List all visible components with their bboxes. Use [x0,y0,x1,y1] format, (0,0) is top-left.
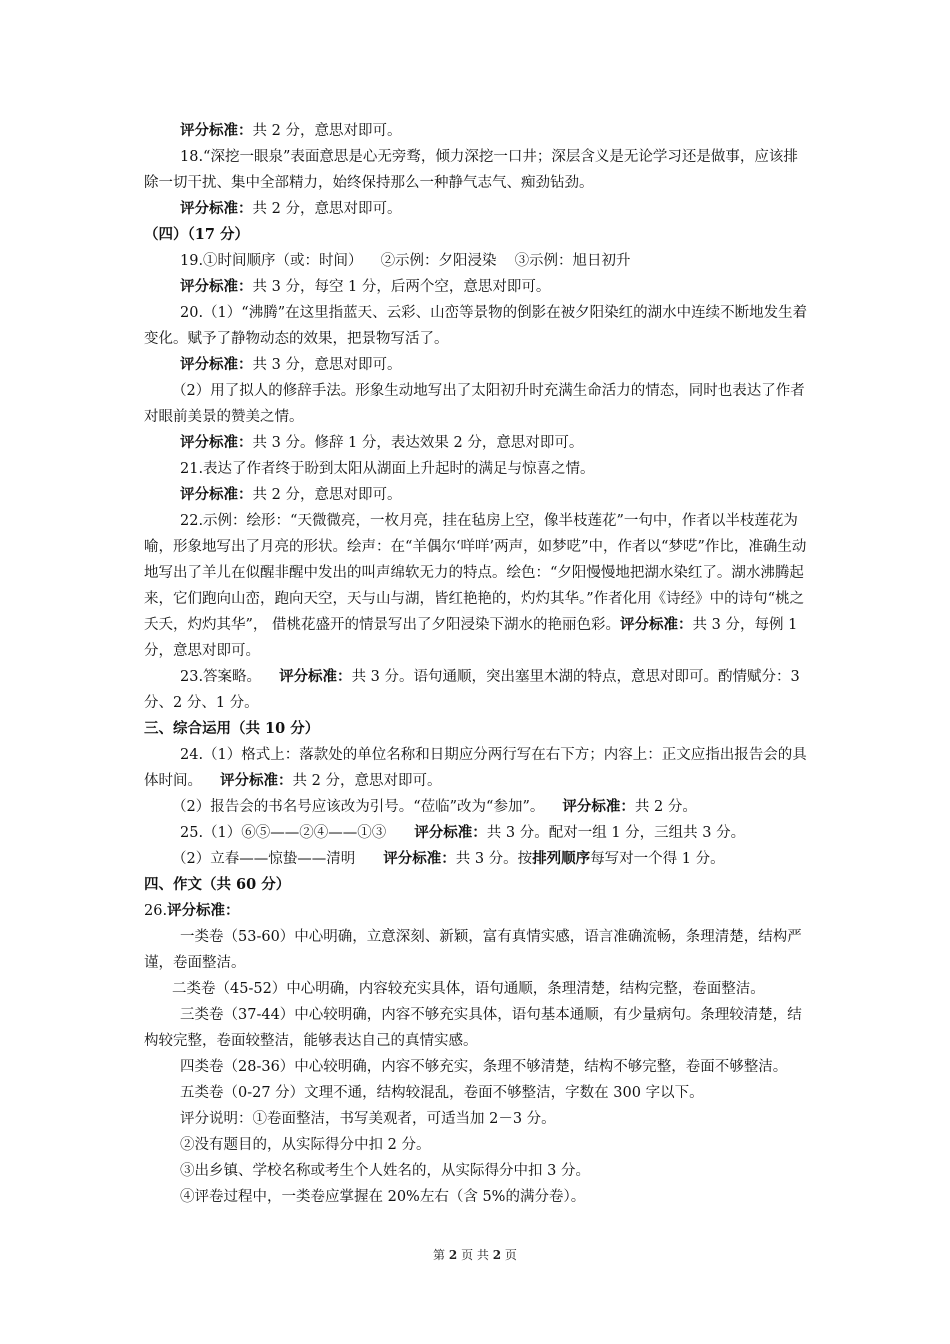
paragraph [144,248,810,274]
text: （2）报告会的书名号应该改为引号。“莅临”改为“参加”。 [172,799,545,815]
scoring-label: 评分标准： [562,798,635,815]
footer-text: 第 [433,1248,446,1262]
text: 共 2 分。 [634,799,697,815]
paragraph [144,846,810,872]
answer-key-content [144,118,810,1210]
scoring-label: 评分标准： [180,200,253,217]
scoring-label: 评分标准： [180,486,253,503]
page-total: 2 [492,1248,502,1262]
text: 共 3 分。语句通顺，突出塞里木湖的特点，意思对即可。酌情赋分：3 分、2 分、1 分。 [144,669,800,711]
text: 共 3 分，每空 1 分，后两个空，意思对即可。 [252,279,551,295]
section-heading: 三、综合运用（共 10 分） [144,720,320,737]
paragraph: ③出乡镇、学校名称或考生个人姓名的，从实际得分中扣 3 分。 [180,1163,590,1179]
paragraph: ②没有题目的，从实际得分中扣 2 分。 [180,1137,431,1153]
paragraph [144,196,810,222]
paragraph [144,794,810,820]
paragraph [144,820,810,846]
text: 24.（1）格式上：落款处的单位名称和日期应分两行写在右下方；内容上：正文应指出报告会的具体时间。 [144,747,807,789]
paragraph [144,274,810,300]
paragraph: 三类卷（37-44）中心较明确，内容不够充实具体，语句基本通顺，有少量病句。条理较清楚，结构较完整，卷面较整洁，能够表达自己的真情实感。 [144,1007,802,1049]
scoring-label: 评分标准： [383,850,456,867]
text: 共 3 分，每例 1 分，意思对即可。 [144,617,798,659]
paragraph [144,508,810,664]
scoring-label: 评分标准： [180,122,253,139]
paragraph [144,430,810,456]
text: 共 2 分，意思对即可。 [292,773,442,789]
text: 共 2 分，意思对即可。 [252,201,402,217]
text: 共 3 分。配对一组 1 分，三组共 3 分。 [486,825,746,841]
text: ③示例：旭日初升 [514,253,631,269]
paragraph: （2）用了拟人的修辞手法。形象生动地写出了太阳初升时充满生命活力的情态，同时也表达了作者对眼前美景的赞美之情。 [144,383,805,425]
text: 共 2 分，意思对即可。 [252,487,402,503]
bold-text: 排列顺序 [532,850,591,867]
text: 26. [144,903,168,919]
paragraph [144,482,810,508]
text: 19.①时间顺序（或：时间） [180,253,363,269]
paragraph [144,664,810,716]
paragraph: 四类卷（28-36）中心较明确，内容不够充实，条理不够清楚，结构不够完整，卷面不够整洁。 [180,1059,788,1075]
footer-text: 页 共 [461,1248,489,1262]
scoring-label: 评分标准： [180,278,253,295]
paragraph [144,118,810,144]
paragraph: 18.“深挖一眼泉”表面意思是心无旁骛，倾力深挖一口井；深层含义是无论学习还是做事，应该排除一切干扰、集中全部精力，始终保持那么一种静气志气、痴劲钻劲。 [144,149,798,191]
text: 每写对一个得 1 分。 [590,851,725,867]
paragraph: 21.表达了作者终于盼到太阳从湖面上升起时的满足与惊喜之情。 [180,461,595,477]
scoring-label: 评分标准： [180,434,253,451]
paragraph [144,352,810,378]
text: ②示例：夕阳浸染 [380,253,497,269]
paragraph: 五类卷（0-27 分）文理不通，结构较混乱，卷面不够整洁，字数在 300 字以下。 [180,1085,704,1101]
footer-text: 页 [504,1248,517,1262]
paragraph: 二类卷（45-52）中心明确，内容较充实具体，语句通顺，条理清楚，结构完整，卷面整洁。 [172,981,765,997]
text: 共 2 分，意思对即可。 [252,123,402,139]
section-heading: （四）（17 分） [144,226,249,243]
paragraph: 评分说明：①卷面整洁，书写美观者，可适当加 2－3 分。 [180,1111,556,1127]
section-heading: 四、作文（共 60 分） [144,876,291,893]
text: 共 3 分。修辞 1 分，表达效果 2 分，意思对即可。 [252,435,584,451]
text: 25.（1）⑥⑤——②④——①③ [180,825,387,841]
text: 共 3 分，意思对即可。 [252,357,402,373]
paragraph: 一类卷（53-60）中心明确，立意深刻、新颖，富有真情实感，语言准确流畅，条理清楚，结构严谨，卷面整洁。 [144,929,802,971]
scoring-label: 评分标准： [180,356,253,373]
scoring-label: 评分标准： [167,902,240,919]
text: 共 3 分。按 [455,851,533,867]
scoring-label: 评分标准： [279,668,352,685]
page-number: 2 [448,1248,458,1262]
text: 23.答案略。 [180,669,262,685]
paragraph [144,742,810,794]
paragraph: 20.（1）“沸腾”在这里指蓝天、云彩、山峦等景物的倒影在被夕阳染红的湖水中连续不断地发生着变化。赋予了静物动态的效果，把景物写活了。 [144,305,808,347]
page-footer [0,1246,950,1263]
scoring-label: 评分标准： [620,616,693,633]
text: 22.示例：绘形：“天微微亮，一枚月亮，挂在毡房上空，像半枝莲花”一句中，作者以半枝莲花为喻，形象地写出了月亮的形状。绘声：在“羊偶尔‘咩咩’两声，如梦呓”中，作者以“梦呓”作比，准确生动地写出了羊儿在似醒非醒中发出的叫声绵软无力的特点。绘色：“夕阳慢慢地把湖水染红了。湖水沸腾起来，它们跑向山峦，跑向天空，天与山与湖，皆红艳艳的，灼灼其华。”作者化用《诗经》中的诗句“桃之夭夭，灼灼其华”， 借桃花盛开的情景写出了夕阳浸染下湖水的艳丽色彩。 [144,513,807,633]
paragraph [144,898,810,924]
paragraph: ④评卷过程中，一类卷应掌握在 20%左右（含 5%的满分卷）。 [180,1189,586,1205]
text: （2）立春——惊蛰——清明 [172,851,356,867]
scoring-label: 评分标准： [414,824,487,841]
scoring-label: 评分标准： [220,772,293,789]
